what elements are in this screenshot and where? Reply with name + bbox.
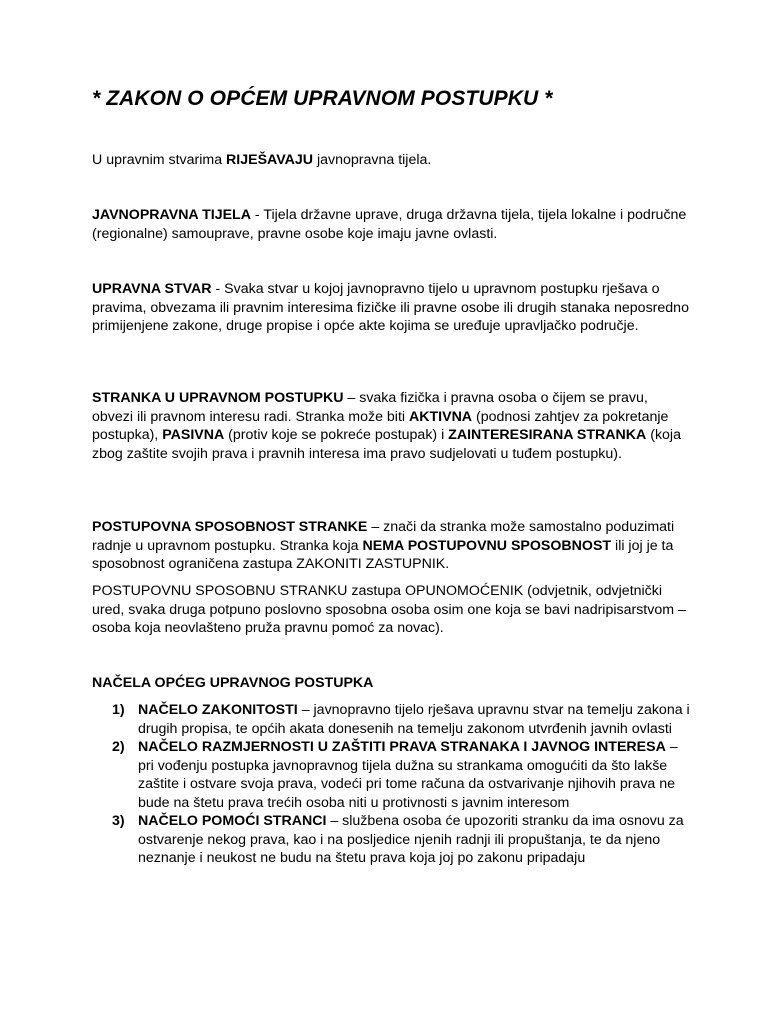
nacelo-name: NAČELO ZAKONITOSTI <box>138 702 298 718</box>
stranka-text-4: (koja zbog zaštite svojih prava i pravnih interesa ima pravo sudjelovati u tuđem postupku). <box>92 427 681 462</box>
stranka-pasivna: PASIVNA <box>162 427 225 443</box>
nacelo-zakonitosti-item <box>112 701 692 738</box>
upravna-stvar-paragraph <box>92 280 692 336</box>
list-number: 2) <box>112 739 125 755</box>
stranka-zainteresirana: ZAINTERESIRANA STRANKA <box>448 427 647 443</box>
upravna-stvar-definition: - Svaka stvar u kojoj javnopravno tijelo u upravnom postupku rješava o pravima, obvezama ili pravnim interesima fizičke ili pravne osobe ili drugih stanaka neposredno primijenjene zakone, druge propise i opće akte kojima se uređuje upravljačko područje. <box>92 281 689 334</box>
postupovna-text-1: – znači da stranka može samostalno poduzimati radnje u upravnom postupku. Stranka koja <box>92 519 675 554</box>
nacelo-text: – pri vođenju postupka javnopravnog tijela dužna su strankama omogućiti da što lakše zaštite i ostvare svoja prava, vodeći pri tome računa da ostvarivanje njihovih prava ne bude na štetu prava trećih osoba niti u protivnosti s javnim interesom <box>138 739 678 811</box>
stranka-text-3: (protiv koje se pokreće postupak) i <box>224 427 449 443</box>
nacelo-name: NAČELO POMOĆI STRANCI <box>138 813 327 829</box>
postupovna-nema: NEMA POSTUPOVNU SPOSOBNOST <box>362 537 612 554</box>
postupovna-text-2: ili joj je ta sposobnost ograničena zastupa ZAKONITI ZASTUPNIK. <box>92 537 674 572</box>
document-title: * ZAKON O OPĆEM UPRAVNOM POSTUPKU * <box>92 87 553 110</box>
stranka-paragraph <box>92 389 692 463</box>
nacelo-pomoci-item <box>112 812 692 868</box>
opunomocenik-paragraph: POSTUPOVNU SPOSOBNU STRANKU zastupa OPUNOMOĆENIK (odvjetnik, odvjetnički ured, svaka druga potpuno poslovno sposobna osoba osim one koja se bavi nadripisarstvom – osoba koja neovlašteno pruža pravnu pomoć za novac). <box>92 583 686 636</box>
intro-emphasis: RIJEŠAVAJU <box>226 152 314 168</box>
javnopravna-tijela-term: JAVNOPRAVNA TIJELA <box>92 207 251 223</box>
nacelo-name: NAČELO RAZMJERNOSTI U ZAŠTITI PRAVA STRANAKA I JAVNOG INTERESA <box>138 739 666 755</box>
nacela-list <box>112 701 692 868</box>
intro-text-1: U upravnim stvarima <box>92 152 227 168</box>
postupovna-sposobnost-paragraph <box>92 518 692 574</box>
stranka-text-2: (podnosi zahtjev za pokretanje postupka), <box>92 408 669 443</box>
stranka-aktivna: AKTIVNA <box>409 408 473 425</box>
list-number: 3) <box>112 813 125 829</box>
stranka-text-1: – svaka fizička i pravna osoba o čijem se pravu, obvezi ili pravnom interesu radi. Stranka može biti <box>92 390 648 425</box>
stranka-term: STRANKA U UPRAVNOM POSTUPKU <box>92 390 344 406</box>
postupovna-term: POSTUPOVNA SPOSOBNOST STRANKE <box>92 519 368 535</box>
javnopravna-tijela-paragraph <box>92 206 692 243</box>
upravna-stvar-term: UPRAVNA STVAR <box>92 281 212 297</box>
intro-paragraph <box>92 151 692 170</box>
list-number: 1) <box>112 702 125 718</box>
nacela-heading: NAČELA OPĆEG UPRAVNOG POSTUPKA <box>92 675 374 691</box>
javnopravna-tijela-definition: - Tijela državne uprave, druga državna tijela, tijela lokalne i područne (regionalne) samouprave, pravne osobe koje imaju javne ovlasti. <box>92 207 687 242</box>
intro-text-2: javnopravna tijela. <box>313 152 432 168</box>
nacelo-text: – službena osoba će upozoriti stranku da ima osnovu za ostvarenje nekog prava, kao i na posljedice njenih radnji ili propuštanja, te da njeno neznanje i neukost ne budu na štetu prava koja joj po zakonu pripadaju <box>138 813 684 866</box>
nacelo-text: – javnopravno tijelo rješava upravnu stvar na temelju zakona i drugih propisa, te općih akata donesenih na temelju zakonom utvrđenih javnih ovlasti <box>138 702 690 737</box>
nacelo-razmjernosti-item <box>112 738 692 812</box>
